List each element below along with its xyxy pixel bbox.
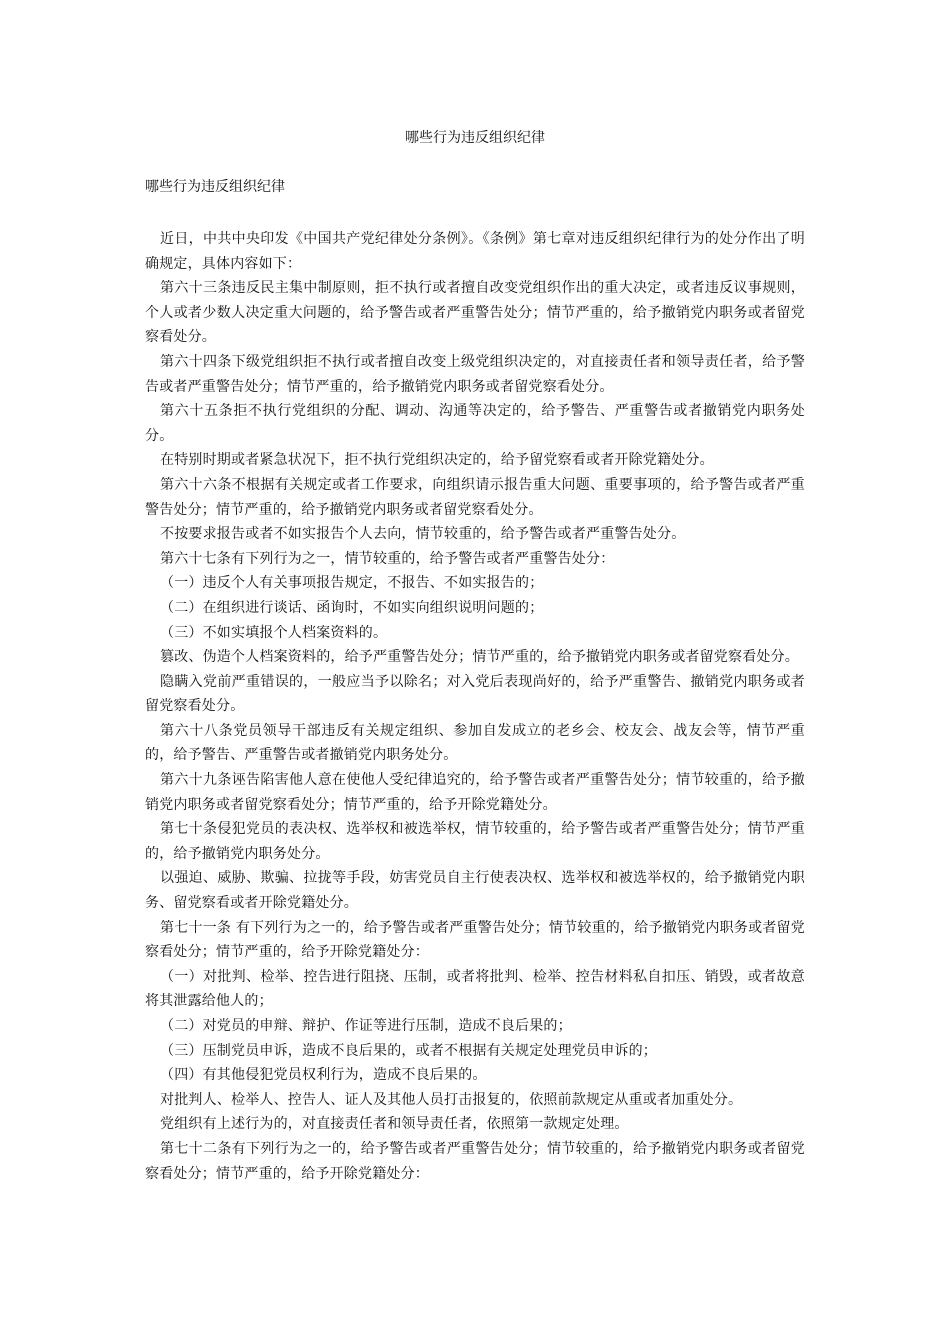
paragraph: 隐瞒入党前严重错误的，一般应当予以除名；对入党后表现尚好的，给予严重警告、撤销党内职务或者留党察看处分。 xyxy=(145,673,805,715)
paragraph: 篡改、伪造个人档案资料的，给予严重警告处分；情节严重的，给予撤销党内职务或者留党察看处分。 xyxy=(160,649,799,666)
paragraph: 第六十三条违反民主集中制原则，拒不执行或者擅自改变党组织作出的重大决定，或者违反议事规则，个人或者少数人决定重大问题的，给予警告或者严重警告处分；情节严重的，给予撤销党内职务或者留党察看处分。 xyxy=(145,280,805,346)
paragraph: 第六十八条党员领导干部违反有关规定组织、参加自发成立的老乡会、校友会、战友会等，情节严重的，给予警告、严重警告或者撤销党内职务处分。 xyxy=(145,722,805,764)
paragraph: 党组织有上述行为的，对直接责任者和领导责任者，依照第一款规定处理。 xyxy=(160,1116,629,1133)
list-item: （一）违反个人有关事项报告规定，不报告、不如实报告的； xyxy=(160,575,544,592)
list-item: （一）对批判、检举、控告进行阻挠、压制，或者将批判、检举、控告材料私自扣压、销毁，或者故意将其泄露给他人的； xyxy=(145,968,805,1010)
paragraph: 在特别时期或者紧急状况下，拒不执行党组织决定的，给予留党察看或者开除党籍处分。 xyxy=(160,452,714,469)
paragraph: 以强迫、威胁、欺骗、拉拢等手段，妨害党员自主行使表决权、选举权和被选举权的，给予撤销党内职务、留党察看或者开除党籍处分。 xyxy=(145,870,805,912)
list-item: （四）有其他侵犯党员权利行为，造成不良后果的。 xyxy=(160,1067,487,1084)
paragraph: 第七十一条 有下列行为之一的，给予警告或者严重警告处分；情节较重的，给予撤销党内职务或者留党察看处分；情节严重的，给予开除党籍处分： xyxy=(145,919,805,961)
list-item: （二）在组织进行谈话、函询时，不如实向组织说明问题的； xyxy=(160,599,544,616)
paragraph: 近日，中共中央印发《中国共产党纪律处分条例》。《条例》第七章对违反组织纪律行为的处分作出了明确规定，具体内容如下： xyxy=(145,231,805,272)
document-title: 哪些行为违反组织纪律 xyxy=(405,130,545,146)
paragraph: 不按要求报告或者不如实报告个人去向，情节较重的，给予警告或者严重警告处分。 xyxy=(160,526,686,543)
paragraph: 第七十条侵犯党员的表决权、选举权和被选举权，情节较重的，给予警告或者严重警告处分；情节严重的，给予撤销党内职务处分。 xyxy=(145,821,805,862)
list-item: （二）对党员的申辩、辩护、作证等进行压制，造成不良后果的； xyxy=(160,1018,572,1034)
paragraph: 第六十五条拒不执行党组织的分配、调动、沟通等决定的，给予警告、严重警告或者撤销党内职务处分。 xyxy=(145,403,805,444)
list-item: （三）压制党员申诉，造成不良后果的，或者不根据有关规定处理党员申诉的； xyxy=(160,1042,657,1059)
list-item: （三）不如实填报个人档案资料的。 xyxy=(160,624,388,641)
paragraph: 第七十二条有下列行为之一的，给予警告或者严重警告处分；情节较重的，给予撤销党内职务或者留党察看处分；情节严重的，给予开除党籍处分： xyxy=(145,1140,805,1182)
document-body xyxy=(145,227,805,1186)
document-subtitle: 哪些行为违反组织纪律 xyxy=(145,179,285,195)
paragraph: 第六十四条下级党组织拒不执行或者擅自改变上级党组织决定的，对直接责任者和领导责任者，给予警告或者严重警告处分；情节严重的，给予撤销党内职务或者留党察看处分。 xyxy=(145,353,805,395)
paragraph: 第六十七条有下列行为之一，情节较重的，给予警告或者严重警告处分： xyxy=(160,550,615,567)
paragraph: 第六十六条不根据有关规定或者工作要求，向组织请示报告重大问题、重要事项的，给予警告或者严重警告处分；情节严重的，给予撤销党内职务或者留党察看处分。 xyxy=(145,476,805,518)
paragraph: 对批判人、检举人、控告人、证人及其他人员打击报复的，依照前款规定从重或者加重处分。 xyxy=(160,1091,743,1108)
paragraph: 第六十九条诬告陷害他人意在使他人受纪律追究的，给予警告或者严重警告处分；情节较重的，给予撤销党内职务或者留党察看处分；情节严重的，给予开除党籍处分。 xyxy=(145,772,805,813)
